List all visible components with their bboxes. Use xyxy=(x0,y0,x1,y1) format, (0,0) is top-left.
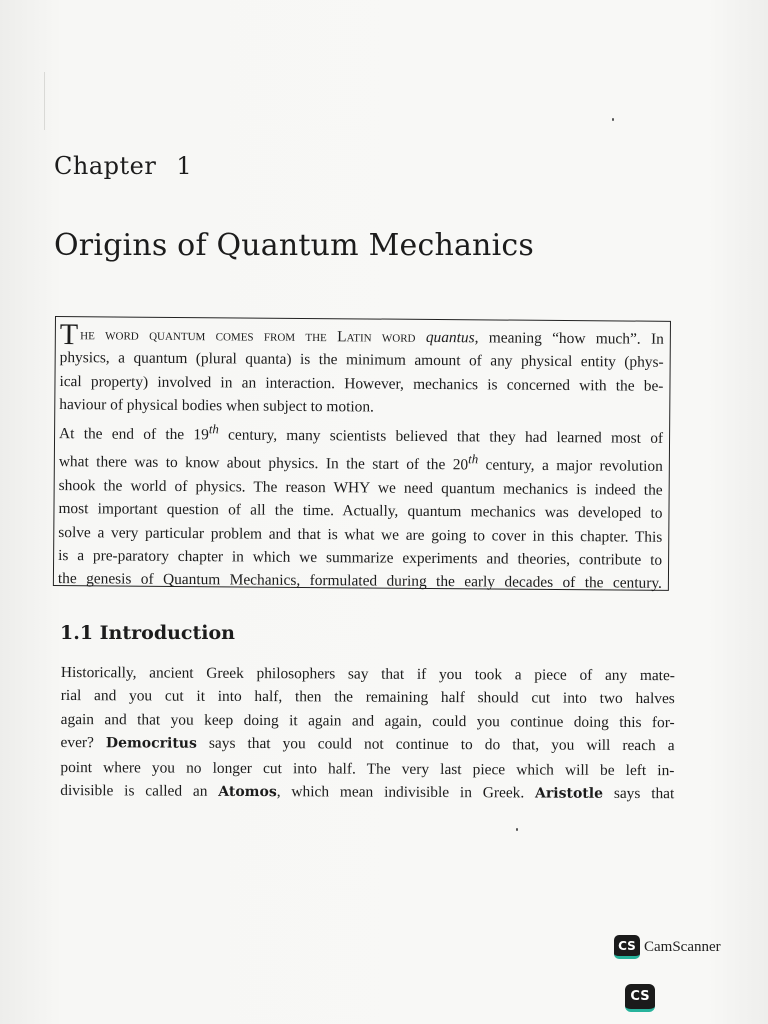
camscanner-text: CamScanner xyxy=(644,938,721,955)
abstract-line: The word quantum comes from the Latin word quantus, meaning “how much”. In xyxy=(59,318,664,352)
term-aristotle: Aristotle xyxy=(535,785,604,802)
camscanner-app-icon: CS xyxy=(625,984,655,1012)
abstract-line: At the end of the 19th century, many scientists believed that they had learned most of xyxy=(59,421,664,447)
scan-speck xyxy=(516,828,518,831)
body-line: ever? Democritus says that you could not continue to do that, you will reach a xyxy=(60,734,675,755)
chapter-label-text: Chapter xyxy=(54,152,157,180)
term-atomos: Atomos xyxy=(218,783,277,801)
chapter-label xyxy=(54,152,192,180)
section-body xyxy=(60,661,675,807)
chapter-number: 1 xyxy=(176,152,193,180)
abstract-line: ical property) involved in an interaction. However, mechanics is concerned with the be- xyxy=(59,372,664,395)
body-line: point where you no longer cut into half. The very last piece which will be left in- xyxy=(60,758,675,779)
abstract-line: physics, a quantum (plural quanta) is the minimum amount of any physical entity (phys- xyxy=(59,349,664,372)
dropcap: T xyxy=(59,318,79,352)
term-democritus: Democritus xyxy=(105,735,197,752)
camscanner-watermark xyxy=(614,934,721,960)
camscanner-logo-icon: CS xyxy=(614,935,640,959)
scan-speck xyxy=(612,118,614,121)
chapter-abstract-box xyxy=(53,316,671,591)
body-line: again and that you keep doing it again and again, could you continue doing this for- xyxy=(60,710,675,732)
body-line: rial and you cut it into half, then the remaining half should cut into two halves xyxy=(60,687,675,708)
section-heading: 1.1 Introduction xyxy=(60,622,235,644)
abstract-line: the genesis of Quantum Mechanics, formulated during the early decades of the century. xyxy=(57,570,662,593)
chapter-title: Origins of Quantum Mechanics xyxy=(54,228,534,263)
body-line: divisible is called an Atomos, which mean indivisible in Greek. Aristotle says that xyxy=(60,782,675,803)
scan-margin-line xyxy=(44,72,45,130)
abstract-line: what there was to know about physics. In the start of the 20th century, a major revolution xyxy=(58,452,663,476)
abstract-line: most important question of all the time. Actually, quantum mechanics was developed to xyxy=(58,500,663,522)
body-line: Historically, ancient Greek philosophers say that if you took a piece of any mate- xyxy=(60,663,675,685)
abstract-line: shook the world of physics. The reason WHY we need quantum mechanics is indeed the xyxy=(58,476,663,499)
abstract-line: solve a very particular problem and that is what we are going to cover in this chapter. This xyxy=(58,523,663,546)
abstract-line: haviour of physical bodies when subject to motion. xyxy=(59,396,374,416)
abstract-line: is a pre-paratory chapter in which we summarize experiments and theories, contribute to xyxy=(58,546,663,569)
